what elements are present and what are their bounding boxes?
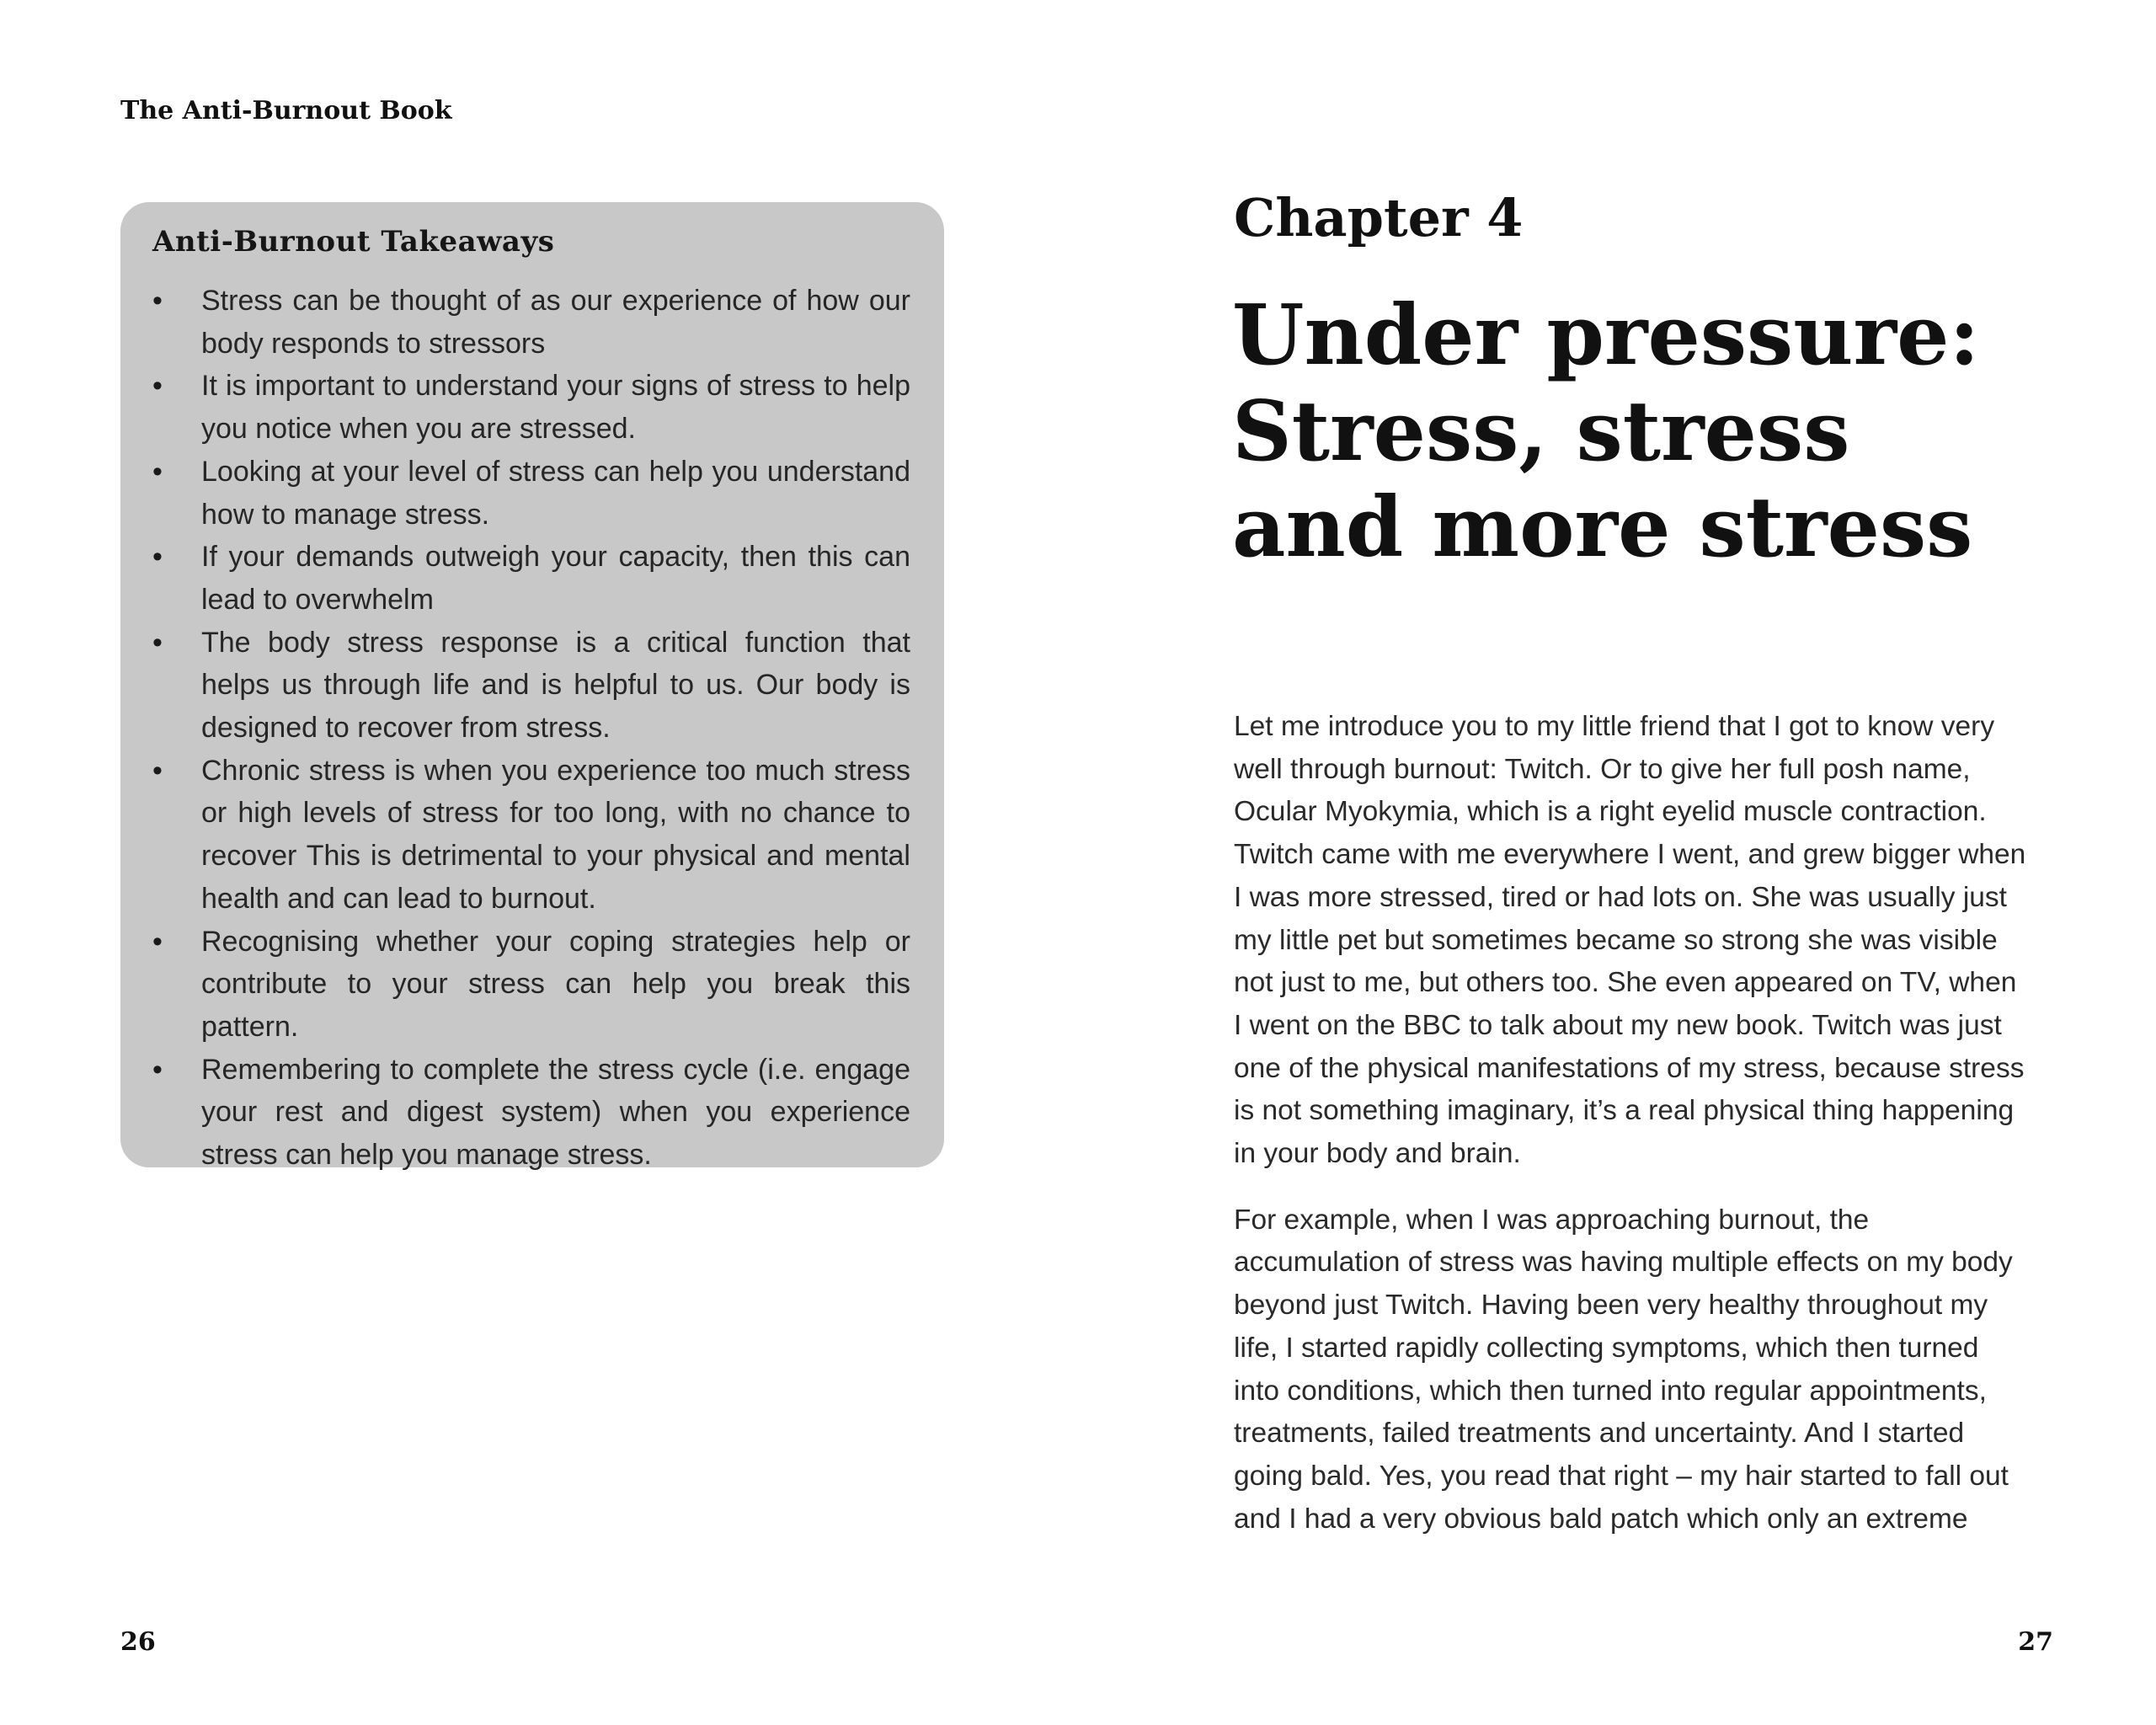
body-line: Let me introduce you to my little friend that I got to know very bbox=[1234, 711, 1995, 742]
body-line: beyond just Twitch. Having been very healthy throughout my bbox=[1234, 1290, 1988, 1322]
body-line: accumulation of stress was having multiple effects on my body bbox=[1234, 1247, 2013, 1279]
body-line: I went on the BBC to talk about my new book. Twitch was just bbox=[1234, 1009, 2002, 1041]
takeaway-text: Stress can be thought of as our experience of how our body responds to stressors bbox=[201, 285, 910, 360]
bullet-icon: • bbox=[152, 754, 163, 787]
takeaway-text: Chronic stress is when you experience too much stress or high levels of stress for too long, with no chance to recover This is detrimental to your physical and mental health and can lead to burnout. bbox=[201, 754, 910, 915]
bullet-icon: • bbox=[152, 925, 163, 958]
chapter-title-line: Under pressure: bbox=[1232, 287, 1980, 384]
body-line: into conditions, which then turned into regular appointments, bbox=[1234, 1375, 1987, 1407]
takeaway-item bbox=[152, 921, 910, 1049]
takeaway-item bbox=[152, 280, 910, 365]
takeaway-text: Remembering to complete the stress cycle (i.e. engage your rest and digest system) when you experience stress can help you manage stress. bbox=[201, 1053, 910, 1172]
bullet-icon: • bbox=[152, 285, 163, 317]
body-paragraph bbox=[1234, 1199, 2059, 1541]
body-line: well through burnout: Twitch. Or to give her full posh name, bbox=[1234, 753, 1971, 785]
running-header-book-title: The Anti-Burnout Book bbox=[120, 96, 452, 126]
takeaway-item bbox=[152, 365, 910, 450]
bullet-icon: • bbox=[152, 626, 163, 659]
takeaway-text: The body stress response is a critical function that helps us through life and is helpful to us. Our body is designed to recover from stress. bbox=[201, 626, 910, 745]
takeaway-item bbox=[152, 536, 910, 621]
takeaways-title: Anti-Burnout Takeaways bbox=[152, 225, 555, 259]
body-line: I was more stressed, tired or had lots on. She was usually just bbox=[1234, 881, 2007, 913]
takeaway-item bbox=[152, 451, 910, 536]
page-number-right: 27 bbox=[2018, 1627, 2053, 1657]
takeaways-list bbox=[152, 280, 910, 1177]
takeaway-text: Looking at your level of stress can help you understand how to manage stress. bbox=[201, 455, 910, 531]
page-number-left: 26 bbox=[120, 1627, 156, 1657]
bullet-icon: • bbox=[152, 455, 163, 488]
chapter-title-line: Stress, stress bbox=[1232, 383, 1850, 480]
chapter-title-line: and more stress bbox=[1232, 479, 1973, 576]
takeaway-item bbox=[152, 750, 910, 921]
bullet-icon: • bbox=[152, 541, 163, 574]
body-line: not just to me, but others too. She even appeared on TV, when bbox=[1234, 967, 2017, 999]
body-line: in your body and brain. bbox=[1234, 1138, 1521, 1170]
body-line: treatments, failed treatments and uncertainty. And I started bbox=[1234, 1418, 1965, 1450]
body-paragraph bbox=[1234, 706, 2059, 1176]
chapter-title bbox=[1232, 288, 2074, 576]
takeaways-box bbox=[120, 202, 944, 1172]
body-line: going bald. Yes, you read that right – my hair started to fall out bbox=[1234, 1460, 2009, 1492]
body-line: and I had a very obvious bald patch which only an extreme bbox=[1234, 1503, 1968, 1535]
takeaway-text: It is important to understand your signs of stress to help you notice when you are stressed. bbox=[201, 370, 910, 446]
body-line: For example, when I was approaching burnout, the bbox=[1234, 1204, 1870, 1236]
chapter-label: Chapter 4 bbox=[1234, 187, 1524, 248]
takeaway-text: If your demands outweigh your capacity, then this can lead to overwhelm bbox=[201, 541, 910, 616]
body-line: Ocular Myokymia, which is a right eyelid muscle contraction. bbox=[1234, 796, 1987, 828]
body-line: life, I started rapidly collecting symptoms, which then turned bbox=[1234, 1332, 1979, 1364]
takeaway-item bbox=[152, 1049, 910, 1177]
body-line: is not something imaginary, it’s a real physical thing happening bbox=[1234, 1095, 2015, 1127]
takeaway-text: Recognising whether your coping strategies help or contribute to your stress can help you break this pattern. bbox=[201, 925, 910, 1043]
chapter-body-text bbox=[1234, 706, 2059, 1564]
bullet-icon: • bbox=[152, 1053, 163, 1086]
bullet-icon: • bbox=[152, 370, 163, 403]
body-line: Twitch came with me everywhere I went, and grew bigger when bbox=[1234, 839, 2026, 871]
body-line: my little pet but sometimes became so strong she was visible bbox=[1234, 924, 1998, 956]
body-line: one of the physical manifestations of my stress, because stress bbox=[1234, 1052, 2025, 1084]
takeaway-item bbox=[152, 622, 910, 750]
